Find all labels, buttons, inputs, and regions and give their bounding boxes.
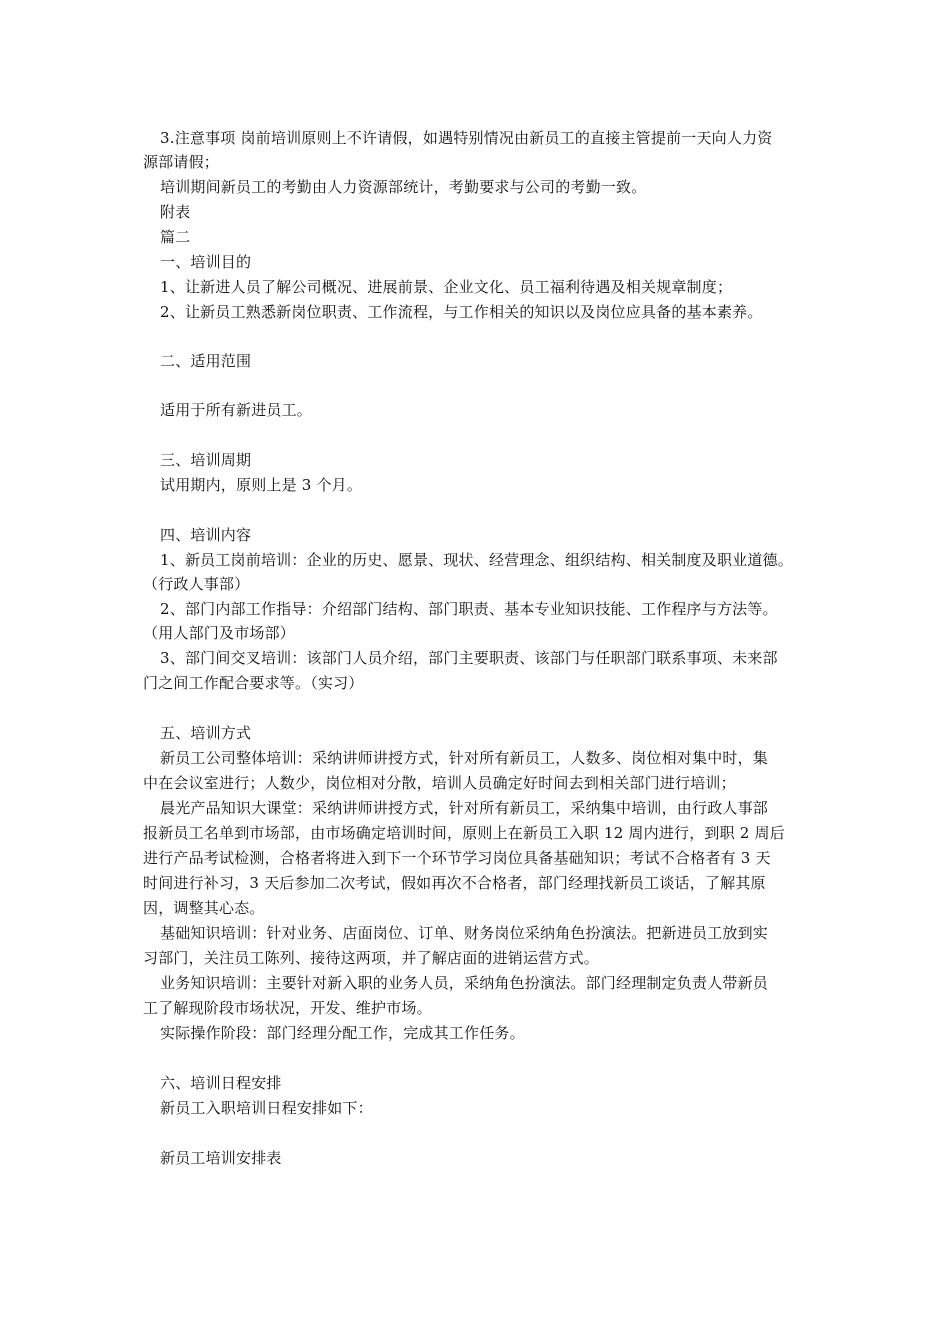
text-line: 实际操作阶段：部门经理分配工作，完成其工作任务。 — [160, 1024, 525, 1042]
text-line: 适用于所有新进员工。 — [160, 401, 313, 419]
text-line: 时间进行补习，3 天后参加二次考试，假如再次不合格者，部门经理找新员工谈话，了解其原 — [143, 874, 766, 892]
text-line: 习部门，关注员工陈列、接待这两项，并了解店面的进销运营方式。 — [143, 949, 600, 967]
text-line: 2、部门内部工作指导：介绍部门结构、部门职责、基本专业知识技能、工作程序与方法等。 — [160, 600, 778, 618]
text-line: 新员工公司整体培训：采纳讲师讲授方式，针对所有新员工，人数多、岗位相对集中时，集 — [160, 749, 769, 767]
text-line: （行政人事部） — [143, 575, 250, 593]
section-heading: 六、培训日程安排 — [160, 1074, 282, 1092]
text-line: 报新员工名单到市场部，由市场确定培训时间，原则上在新员工入职 12 周内进行，到职 2 周后 — [143, 824, 785, 842]
table-title: 新员工培训安排表 — [160, 1149, 282, 1167]
text-line: 门之间工作配合要求等。（实习） — [143, 674, 364, 692]
text-line: 2、让新员工熟悉新岗位职责、工作流程，与工作相关的知识以及岗位应具备的基本素养。 — [160, 303, 763, 321]
text-line: 因，调整其心态。 — [143, 899, 265, 917]
text-line: 1、让新进人员了解公司概况、进展前景、企业文化、员工福利待遇及相关规章制度； — [160, 278, 733, 296]
text-line: 源部请假； — [143, 153, 220, 171]
section-heading: 二、适用范围 — [160, 352, 252, 370]
text-line: 附表 — [160, 203, 191, 221]
section-heading: 三、培训周期 — [160, 451, 252, 469]
text-line: 晨光产品知识大课堂：采纳讲师讲授方式，针对所有新员工，采纳集中培训，由行政人事部 — [160, 799, 769, 817]
text-line: 1、新员工岗前培训：企业的历史、愿景、现状、经营理念、组织结构、相关制度及职业道德。 — [160, 551, 793, 569]
section-heading: 一、培训目的 — [160, 253, 252, 271]
text-line: 3.注意事项 岗前培训原则上不许请假，如遇特别情况由新员工的直接主管提前一天向人力资 — [160, 129, 773, 147]
text-line: （用人部门及市场部） — [143, 624, 296, 642]
text-line: 3、部门间交叉培训：该部门人员介绍，部门主要职责、该部门与任职部门联系事项、未来部 — [160, 649, 778, 667]
text-line: 培训期间新员工的考勤由人力资源部统计，考勤要求与公司的考勤一致。 — [160, 178, 647, 196]
text-line: 基础知识培训：针对业务、店面岗位、订单、财务岗位采纳角色扮演法。把新进员工放到实 — [160, 924, 769, 942]
text-line: 中在会议室进行；人数少，岗位相对分散，培训人员确定好时间去到相关部门进行培训； — [143, 774, 736, 792]
text-line: 业务知识培训：主要针对新入职的业务人员，采纳角色扮演法。部门经理制定负责人带新员 — [160, 974, 769, 992]
section-heading: 五、培训方式 — [160, 724, 252, 742]
text-line: 工了解现阶段市场状况，开发、维护市场。 — [143, 999, 432, 1017]
section-heading: 四、培训内容 — [160, 526, 252, 544]
text-line: 新员工入职培训日程安排如下： — [160, 1099, 373, 1117]
text-line: 进行产品考试检测，合格者将进入到下一个环节学习岗位具备基础知识；考试不合格者有 3 天 — [143, 849, 771, 867]
text-line: 试用期内，原则上是 3 个月。 — [160, 476, 363, 494]
section-heading: 篇二 — [160, 228, 191, 246]
